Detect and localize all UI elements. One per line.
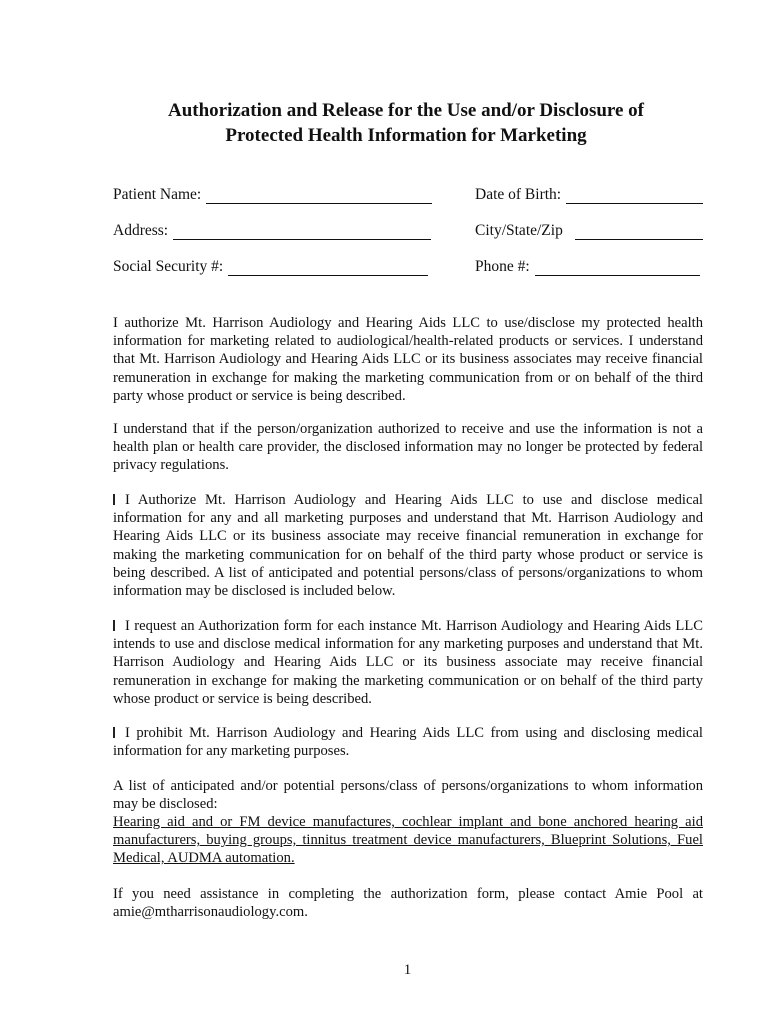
option-request-each-text: I request an Authorization form for each instance Mt. Harrison Audiology and Hearing Aids LLC intends to use and disclose medical information for any marketing purposes and understand that Mt. Harrison Audiology and Hearing Aids LLC or its business associate may receive financial remuneration in exchange for making the marketing communication or on behalf of the third party whose product or service is being described. (113, 618, 703, 707)
page-number: 1 (403, 962, 412, 978)
patient-name-line[interactable] (206, 188, 432, 204)
address-field[interactable] (113, 222, 431, 240)
patient-name-label: Patient Name: (113, 186, 202, 203)
city-state-zip-label: City/State/Zip (475, 222, 563, 239)
assistance-paragraph: If you need assistance in completing the authorization form, please contact Amie Pool at amie@mtharrisonaudiology.com. (113, 886, 703, 921)
checkbox-request-each[interactable] (113, 620, 115, 631)
field-row-2 (113, 222, 703, 244)
phone-line[interactable] (535, 260, 700, 276)
address-label: Address: (113, 222, 169, 239)
checkbox-authorize-all[interactable] (113, 494, 115, 505)
social-security-field[interactable] (113, 258, 428, 276)
option-prohibit (113, 724, 703, 760)
field-row-3 (113, 258, 703, 280)
date-of-birth-line[interactable] (566, 188, 703, 204)
option-request-each (113, 617, 703, 708)
date-of-birth-field[interactable] (475, 186, 703, 204)
privacy-paragraph: I understand that if the person/organization authorized to receive and use the information is not a health plan or health care provider, the disclosed information may no longer be protected by federal privacy regulations. (113, 421, 703, 474)
city-state-zip-line[interactable] (575, 224, 703, 240)
field-row-1 (113, 186, 703, 208)
social-security-label: Social Security #: (113, 258, 224, 275)
option-prohibit-text: I prohibit Mt. Harrison Audiology and Hearing Aids LLC from using and disclosing medical information for any marketing purposes. (113, 725, 703, 760)
phone-field[interactable] (475, 258, 700, 276)
social-security-line[interactable] (228, 260, 428, 276)
checkbox-prohibit[interactable] (113, 727, 115, 738)
recipients-intro: A list of anticipated and/or potential persons/class of persons/organizations to whom information may be disclosed: (113, 778, 703, 813)
authorize-paragraph: I authorize Mt. Harrison Audiology and Hearing Aids LLC to use/disclose my protected health information for marketing related to audiological/health-related products or services. I understand that Mt. Harrison Audiology and Hearing Aids LLC or its business associates may receive financial remuneration in exchange for making the marketing communication from or on behalf of the third party whose product or service is being described. (113, 315, 703, 404)
phone-label: Phone #: (475, 258, 530, 275)
document-title (100, 98, 712, 148)
title-line-2: Protected Health Information for Marketing (225, 125, 587, 146)
address-line[interactable] (173, 224, 431, 240)
option-authorize-all-text: I Authorize Mt. Harrison Audiology and Hearing Aids LLC to use and disclose medical information for any and all marketing purposes and understand that Mt. Harrison Audiology and Hearing Aids LLC or its business associate may receive financial remuneration in exchange for making the marketing communication for on behalf of the third party whose product or service is being described. A list of anticipated and potential persons/class of persons/organizations to whom information may be disclosed is included below. (113, 492, 703, 600)
patient-name-field[interactable] (113, 186, 432, 204)
recipients-list: Hearing aid and or FM device manufactures, cochlear implant and bone anchored hearing aid manufacturers, buying groups, tinnitus treatment device manufacturers, Blueprint Solutions, Fuel Medical, AUDMA automation. (113, 814, 703, 867)
option-authorize-all (113, 491, 703, 600)
title-line-1: Authorization and Release for the Use and/or Disclosure of (167, 100, 645, 121)
date-of-birth-label: Date of Birth: (475, 186, 562, 203)
city-state-zip-field[interactable] (475, 222, 703, 240)
